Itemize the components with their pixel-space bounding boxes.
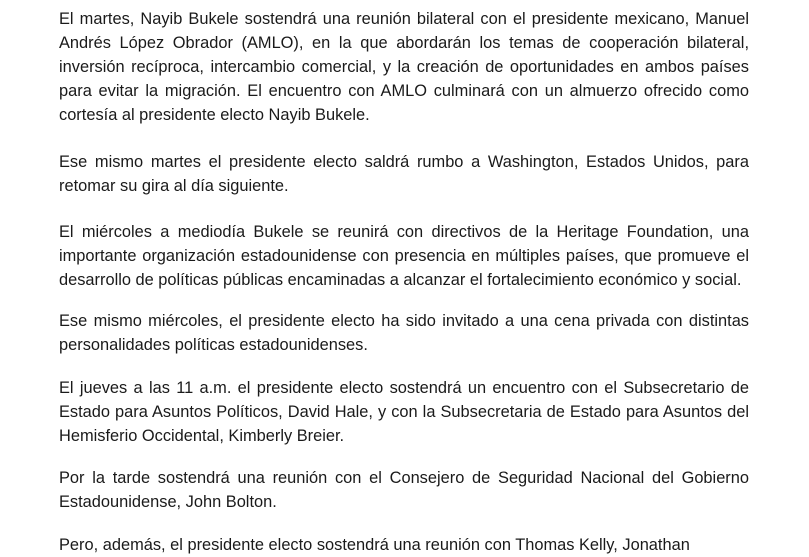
paragraph-state-department: El jueves a las 11 a.m. el presidente electo sostendrá un encuentro con el Subsecretario de Estado para Asuntos Políticos, David Hale, y con la Subsecretaria de Estado para Asuntos del Hemisferio Occidental, Kimberly Breier. <box>59 379 749 445</box>
paragraph-cut-off: Pero, además, el presidente electo sostendrá una reunión con Thomas Kelly, Jonathan <box>59 536 690 554</box>
paragraph-john-bolton: Por la tarde sostendrá una reunión con el Consejero de Seguridad Nacional del Gobierno Estadounidense, John Bolton. <box>59 469 749 511</box>
paragraph-amlo-meeting: El martes, Nayib Bukele sostendrá una reunión bilateral con el presidente mexicano, Manuel Andrés López Obrador (AMLO), en la que abordarán los temas de cooperación bilateral, inversión recíproca, intercambio comercial, y la creación de oportunidades en ambos países para evitar la migración. El encuentro con AMLO culminará con un almuerzo ofrecido como cortesía al presidente electo Nayib Bukele. <box>59 10 749 124</box>
paragraph-washington-trip: Ese mismo martes el presidente electo saldrá rumbo a Washington, Estados Unidos, para retomar su gira al día siguiente. <box>59 153 749 195</box>
paragraph-private-dinner: Ese mismo miércoles, el presidente electo ha sido invitado a una cena privada con distintas personalidades políticas estadounidenses. <box>59 312 749 354</box>
paragraph-heritage-foundation: El miércoles a mediodía Bukele se reunirá con directivos de la Heritage Foundation, una importante organización estadounidense con presencia en múltiples países, que promueve el desarrollo de políticas públicas encaminadas a alcanzar el fortalecimiento económico y social. <box>59 223 749 289</box>
